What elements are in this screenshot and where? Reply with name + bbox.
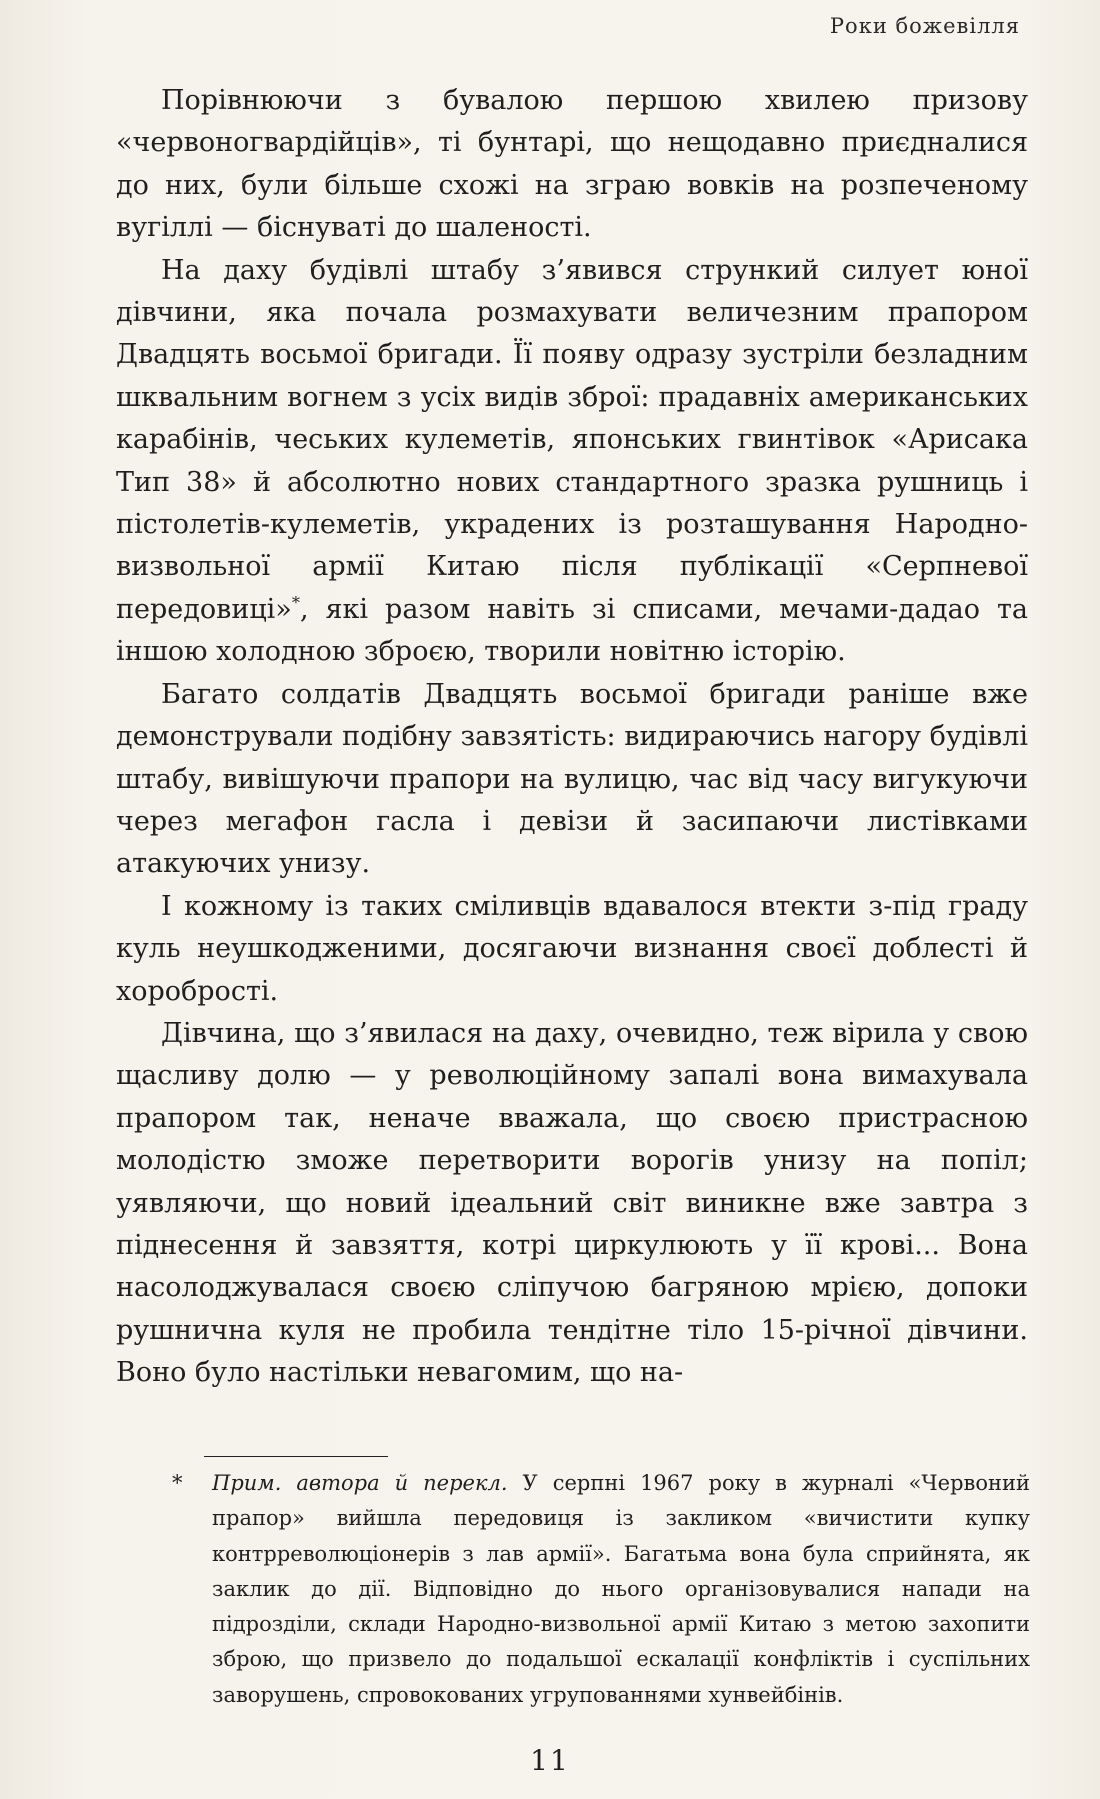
page-number: 11 bbox=[530, 1744, 570, 1777]
paragraph-4: І кожному із таких сміливців вдавалося втекти з-під граду куль неушкодженими, досягаючи визнання своєї доблесті й хоробрості. bbox=[116, 890, 1028, 1007]
footnote-marker: * bbox=[172, 1471, 183, 1495]
paragraph-5: Дівчина, що з’явилася на даху, очевидно, теж вірила у свою щасливу долю — у революційному запалі вона вимахувала прапором так, неначе вважала, що своєю пристрасною молодістю зможе перетворити ворогів унизу на попіл; уявляючи, що новий ідеальний світ виникне вже завтра з піднесення й завзяття, котрі циркулюють у її крові... Вона насолоджувалася своєю сліпучою багряною мрією, допоки рушнична куля не пробила тендітне тіло 15-річної дівчини. Воно було настільки невагомим, що на- bbox=[116, 1017, 1028, 1389]
footnote-body bbox=[212, 1466, 1030, 1713]
paragraph-2-part-1: На даху будівлі штабу з’явився стрункий силует юної дівчини, яка почала розмахувати величезним прапором Двадцять восьмої бригади. Її появу одразу зустріли безладним шквальним вогнем з усіх видів зброї: прадавніх американських карабінів, чеських кулеметів, японських гвинтівок «Арисака Тип 38» й абсолютно нових стандартного зразка рушниць і пістолетів-кулеметів, украдених із розташування Народно-визвольної армії Китаю після публікації «Серпневої передовиці» bbox=[116, 254, 1028, 625]
footnote-text: У серпні 1967 року в журналі «Червоний прапор» вийшла передовиця із закликом «вичистити купку контрреволюціонерів з лав армії». Багатьма вона була сприйнята, як заклик до дії. Відповідно до нього організовувалися напади на підрозділи, склади Народно-визвольної армії Китаю з метою захопити зброю, що призвело до подальшої ескалації конфліктів і суспільних заворушень, спровокованих угрупованнями хунвейбінів. bbox=[212, 1471, 1030, 1707]
footnote-divider bbox=[204, 1456, 388, 1457]
paragraph-1: Порівнюючи з бувалою першою хвилею призову «червоногвардійців», ті бунтарі, що нещодавно приєдналися до них, були більше схожі на зграю вовків на розпеченому вугіллі — біснуваті до шаленості. bbox=[116, 85, 1028, 244]
footnote bbox=[172, 1466, 1030, 1713]
footnote-reference: * bbox=[291, 592, 300, 612]
running-head: Роки божевілля bbox=[829, 14, 1020, 38]
main-text bbox=[116, 80, 1028, 1395]
paragraph-3: Багато солдатів Двадцять восьмої бригади раніше вже демонстрували подібну завзятість: видираючись нагору будівлі штабу, вивішуючи прапори на вулицю, час від часу вигукуючи через мегафон гасла і девізи й засипаючи листівками атакуючих унизу. bbox=[116, 678, 1028, 880]
footnote-lead: Прим. автора й перекл. bbox=[212, 1471, 508, 1495]
paragraph-2 bbox=[116, 250, 1028, 674]
paragraph-2-part-2: , які разом навіть зі списами, мечами-дадао та іншою холодною зброєю, творили новітню історію. bbox=[116, 593, 1028, 668]
